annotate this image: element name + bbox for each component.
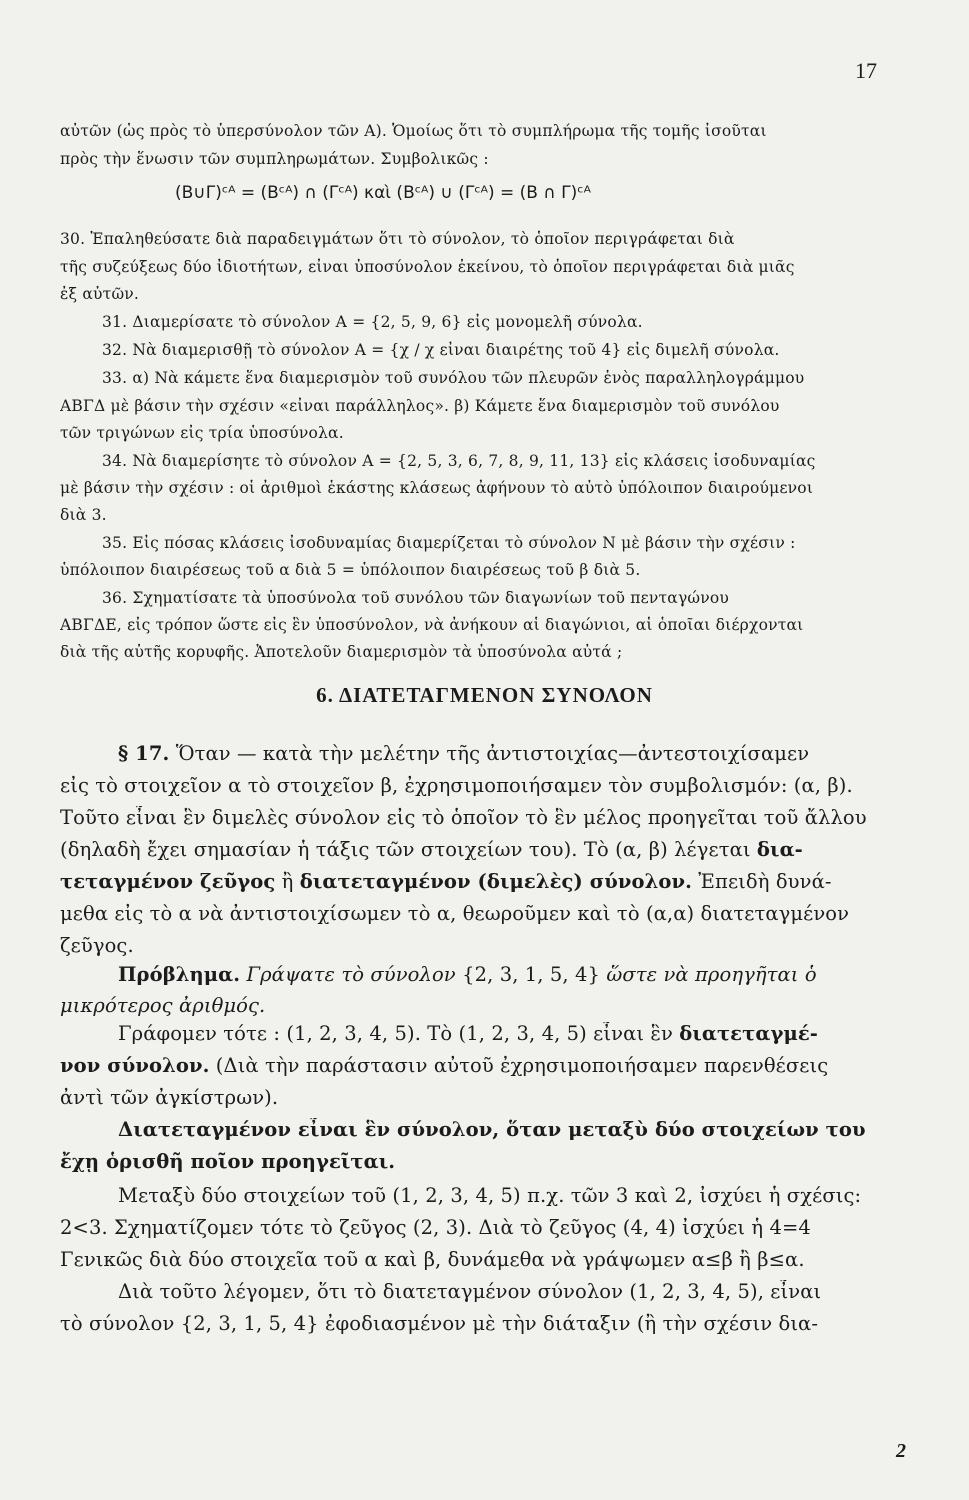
paragraph: Γράφομεν τότε : (1, 2, 3, 4, 5). Τὸ (1, 2, 3, 4, 5) εἶναι ἓν διατεταγμέ- bbox=[118, 1022, 818, 1045]
text-line: ΑΒΓΔ μὲ βάσιν τὴν σχέσιν «εἶναι παράλληλος». β) Κάμετε ἕνα διαμερισμὸν τοῦ συνόλου bbox=[60, 397, 780, 415]
text-line: ΑΒΓΔΕ, εἰς τρόπον ὥστε εἰς ἓν ὑποσύνολον, νὰ ἀνήκουν αἱ διαγώνιοι, αἱ ὁποῖαι διέρχονται bbox=[60, 616, 804, 634]
text-line: ζεῦγος. bbox=[60, 934, 134, 957]
exercise-33: 33. α) Νὰ κάμετε ἕνα διαμερισμὸν τοῦ συνόλου τῶν πλευρῶν ἑνὸς παραλληλογράμμου bbox=[102, 369, 805, 387]
text-line: νον σύνολον. (Διὰ τὴν παράστασιν αὐτοῦ ἐχρησιμοποιήσαμεν παρενθέσεις bbox=[60, 1054, 829, 1077]
text-line: μὲ βάσιν τὴν σχέσιν : οἱ ἀριθμοὶ ἑκάστης κλάσεως ἀφήνουν τὸ αὐτὸ ὑπόλοιπον διαιρούμενοι bbox=[60, 479, 814, 497]
text-line: πρὸς τὴν ἕνωσιν τῶν συμπληρωμάτων. Συμβολικῶς : bbox=[60, 150, 489, 168]
exercise-34: 34. Νὰ διαμερίσητε τὸ σύνολον Α = {2, 5, 3, 6, 7, 8, 9, 11, 13} εἰς κλάσεις ἰσοδυναμίας bbox=[102, 452, 816, 470]
set-complement-formula: (Β∪Γ)ᶜᴬ = (Βᶜᴬ) ∩ (Γᶜᴬ) καὶ (Βᶜᴬ) ∪ (Γᶜᴬ) = (Β ∩ Γ)ᶜᴬ bbox=[175, 183, 591, 203]
text-line: Τοῦτο εἶναι ἓν διμελὲς σύνολον εἰς τὸ ὁποῖον τὸ ἓν μέλος προηγεῖται τοῦ ἄλλου bbox=[60, 806, 867, 829]
text-line: τῆς συζεύξεως δύο ἰδιοτήτων, εἶναι ὑποσύνολον ἐκείνου, τὸ ὁποῖον περιγράφεται διὰ μιᾶς bbox=[60, 258, 795, 276]
paragraph-17: § 17. Ὅταν — κατὰ τὴν μελέτην τῆς ἀντιστοιχίας—ἀντεστοιχίσαμεν bbox=[118, 742, 810, 765]
exercise-36: 36. Σχηματίσατε τὰ ὑποσύνολα τοῦ συνόλου τῶν διαγωνίων τοῦ πενταγώνου bbox=[102, 589, 730, 607]
paragraph: Διὰ τοῦτο λέγομεν, ὅτι τὸ διατεταγμένον σύνολον (1, 2, 3, 4, 5), εἶναι bbox=[118, 1280, 822, 1303]
text-line: μικρότερος ἀριθμός. bbox=[60, 994, 266, 1017]
section-mark: § 17. bbox=[118, 742, 170, 765]
page-number: 17 bbox=[855, 58, 877, 83]
section-heading: 6. ΔΙΑΤΕΤΑΓΜΕΝΟΝ ΣΥΝΟΛΟΝ bbox=[316, 683, 653, 707]
definition-cont: ἔχῃ ὁρισθῆ ποῖον προηγεῖται. bbox=[60, 1150, 396, 1173]
definition: Διατεταγμένον εἶναι ἓν σύνολον, ὅταν μεταξὺ δύο στοιχείων του bbox=[118, 1118, 866, 1141]
text-line: διὰ 3. bbox=[60, 506, 107, 524]
text-line: εἰς τὸ στοιχεῖον α τὸ στοιχεῖον β, ἐχρησιμοποιήσαμεν τὸν συμβολισμόν: (α, β). bbox=[60, 774, 853, 797]
text-line: τὸ σύνολον {2, 3, 1, 5, 4} ἐφοδιασμένον μὲ τὴν διάταξιν (ἢ τὴν σχέσιν δια- bbox=[60, 1312, 819, 1335]
text-line: μεθα εἰς τὸ α νὰ ἀντιστοιχίσωμεν τὸ α, θεωροῦμεν καὶ τὸ (α,α) διατεταγμένον bbox=[60, 902, 850, 925]
text-line: (δηλαδὴ ἔχει σημασίαν ἡ τάξις τῶν στοιχείων του). Τὸ (α, β) λέγεται δια- bbox=[60, 838, 803, 861]
exercise-31: 31. Διαμερίσατε τὸ σύνολον Α = {2, 5, 9, 6} εἰς μονομελῆ σύνολα. bbox=[102, 313, 643, 331]
exercise-35: 35. Εἰς πόσας κλάσεις ἰσοδυναμίας διαμερίζεται τὸ σύνολον Ν μὲ βάσιν τὴν σχέσιν : bbox=[102, 534, 796, 552]
text-line: τῶν τριγώνων εἰς τρία ὑποσύνολα. bbox=[60, 424, 344, 442]
text-line: αὐτῶν (ὡς πρὸς τὸ ὑπερσύνολον τῶν Α). Ὁμοίως ὅτι τὸ συμπλήρωμα τῆς τομῆς ἰσοῦται bbox=[60, 122, 767, 140]
text-line: ἐξ αὐτῶν. bbox=[60, 285, 140, 303]
text-line: τεταγμένον ζεῦγος ἢ διατεταγμένον (διμελὲς) σύνολον. Ἐπειδὴ δυνά- bbox=[60, 870, 832, 893]
signature-mark: 2 bbox=[896, 1440, 906, 1462]
problem-statement: Πρόβλημα. Γράψατε τὸ σύνολον {2, 3, 1, 5, 4} ὥστε νὰ προηγῆται ὁ bbox=[118, 963, 817, 986]
text-line: 2<3. Σχηματίζομεν τότε τὸ ζεῦγος (2, 3). Διὰ τὸ ζεῦγος (4, 4) ἰσχύει ἡ 4=4 bbox=[60, 1216, 811, 1239]
exercise-32: 32. Νὰ διαμερισθῇ τὸ σύνολον Α = {χ / χ εἶναι διαιρέτης τοῦ 4} εἰς διμελῆ σύνολα. bbox=[102, 341, 780, 359]
exercise-30: 30. Ἐπαληθεύσατε διὰ παραδειγμάτων ὅτι τὸ σύνολον, τὸ ὁποῖον περιγράφεται διὰ bbox=[60, 230, 735, 248]
text-line: ὑπόλοιπον διαιρέσεως τοῦ α διὰ 5 = ὑπόλοιπον διαιρέσεως τοῦ β διὰ 5. bbox=[60, 561, 641, 579]
text-line: Γενικῶς διὰ δύο στοιχεῖα τοῦ α καὶ β, δυνάμεθα νὰ γράψωμεν α≤β ἢ β≤α. bbox=[60, 1248, 805, 1271]
text-line: ἀντὶ τῶν ἀγκίστρων). bbox=[60, 1086, 279, 1109]
text-line: διὰ τῆς αὐτῆς κορυφῆς. Ἀποτελοῦν διαμερισμὸν τὰ ὑποσύνολα αὐτά ; bbox=[60, 643, 623, 661]
paragraph: Μεταξὺ δύο στοιχείων τοῦ (1, 2, 3, 4, 5) π.χ. τῶν 3 καὶ 2, ἰσχύει ἡ σχέσις: bbox=[118, 1184, 862, 1207]
